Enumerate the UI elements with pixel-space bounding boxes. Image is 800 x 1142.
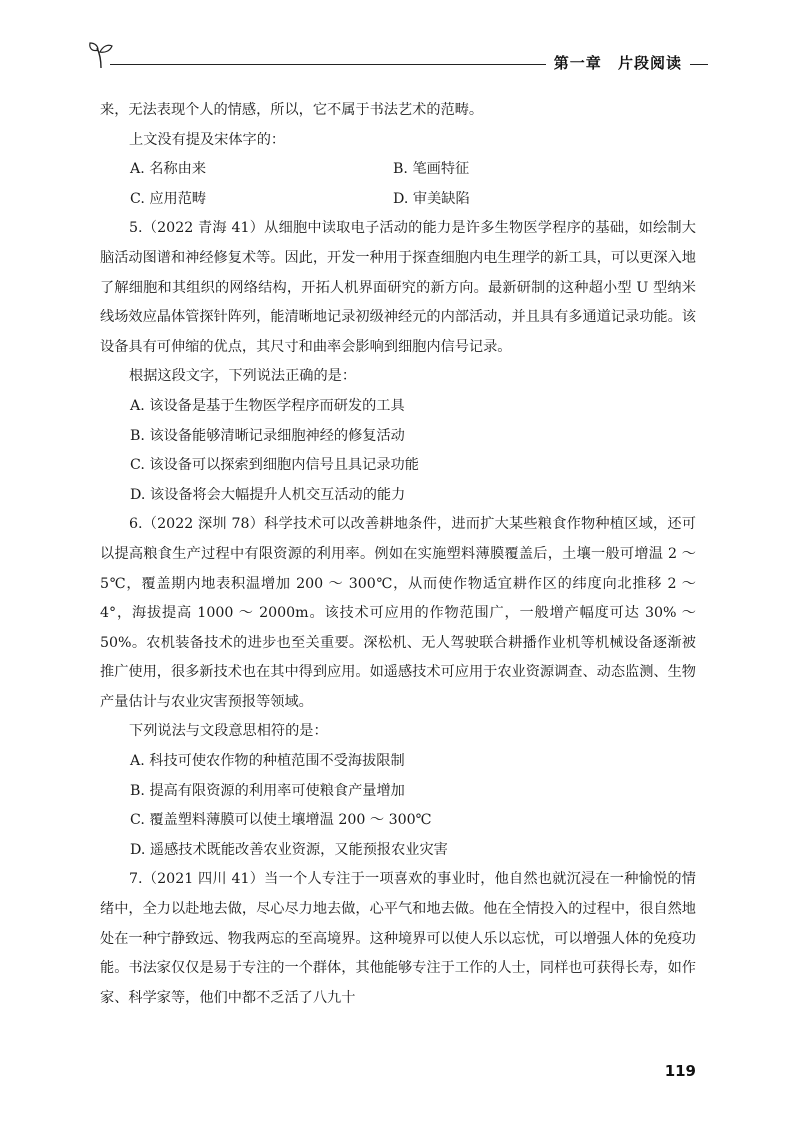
intro-option-d: D. 审美缺陷: [393, 190, 470, 207]
intro-tail-paragraph: 来，无法表现个人的情感，所以，它不属于书法艺术的范畴。: [100, 102, 484, 118]
q7-passage: 7.（2021 四川 41）当一个人专注于一项喜欢的事业时，他自然也就沉浸在一种愉悦的情绪中，全力以赴地去做，尽心尽力地去做，心平气和地去做。他在全情投入的过程中，很自然地处在一种宁静致远、物我两忘的至高境界。这种境界可以使人乐以忘忧，可以增强人体的免疫功能。书法家仅仅是易于专注的一个群体，其他能够专注于工作的人士，同样也可获得长寿，如作家、科学家等，他们中都不乏活了八九十: [100, 871, 696, 1006]
q6-option-c: C. 覆盖塑料薄膜可以使土壤增温 200 ～ 300℃: [130, 812, 432, 829]
intro-option-c: C. 应用范畴: [130, 190, 207, 207]
intro-options-row-1: [100, 155, 696, 185]
q5-option-b: B. 该设备能够清晰记录细胞神经的修复活动: [130, 427, 405, 444]
intro-option-a: A. 名称由来: [130, 161, 207, 178]
page-content: [100, 96, 696, 1013]
q6-option-a: A. 科技可使农作物的种植范围不受海拔限制: [130, 753, 405, 770]
q5-option-d: D. 该设备将会大幅提升人机交互活动的能力: [130, 486, 406, 503]
q6-passage: 6.（2022 深圳 78）科学技术可以改善耕地条件，进而扩大某些粮食作物种植区域，还可以提高粮食生产过程中有限资源的利用率。例如在实施塑料薄膜覆盖后，土壤一般可增温 2 ～ 5℃，覆盖期内地表积温增加 200 ～ 300℃，从而使作物适宜耕作区的纬度向北推移 2 ～ 4°，海拔提高 1000 ～ 2000m。该技术可应用的作物范围广，一般增产幅度可达 30% ～ 50%。农机装备技术的进步也至关重要。深松机、无人驾驶联合耕播作业机等机械设备逐渐被推广使用，很多新技术也在其中得到应用。如遥感技术可应用于农业资源调查、动态监测、生物产量估计与农业灾害预报等领域。: [100, 516, 696, 710]
chapter-label: 第一章: [553, 54, 602, 72]
q5-question: 根据这段文字，下列说法正确的是：: [129, 368, 357, 385]
q6-option-b: B. 提高有限资源的利用率可使粮食产量增加: [130, 782, 405, 799]
page-number: 119: [664, 1062, 696, 1080]
sprout-icon: [88, 40, 114, 70]
intro-question: 上文没有提及宋体字的：: [129, 131, 286, 148]
intro-options-row-2: [100, 185, 696, 215]
q5-option-a: A. 该设备是基于生物医学程序而研发的工具: [130, 397, 405, 414]
q5-option-c: C. 该设备可以探索到细胞内信号且具记录功能: [130, 457, 419, 474]
header-title: [546, 52, 690, 73]
running-header: [88, 40, 708, 80]
q5-passage: 5.（2022 青海 41）从细胞中读取电子活动的能力是许多生物医学程序的基础，如绘制大脑活动图谱和神经修复术等。因此，开发一种用于探查细胞内电生理学的新工具，可以更深入地了解细胞和其组织的网络结构，开拓人机界面研究的新方向。最新研制的这种超小型 U 型纳米线场效应晶体管探针阵列，能清晰地记录初级神经元的内部活动，并且具有多通道记录功能。该设备具有可伸缩的优点，其尺寸和曲率会影响到细胞内信号记录。: [100, 220, 696, 355]
intro-option-b: B. 笔画特征: [393, 161, 470, 178]
q6-question: 下列说法与文段意思相符的是：: [129, 723, 328, 740]
section-label: 片段阅读: [617, 54, 682, 72]
q6-option-d: D. 遥感技术既能改善农业资源，又能预报农业灾害: [130, 841, 448, 858]
